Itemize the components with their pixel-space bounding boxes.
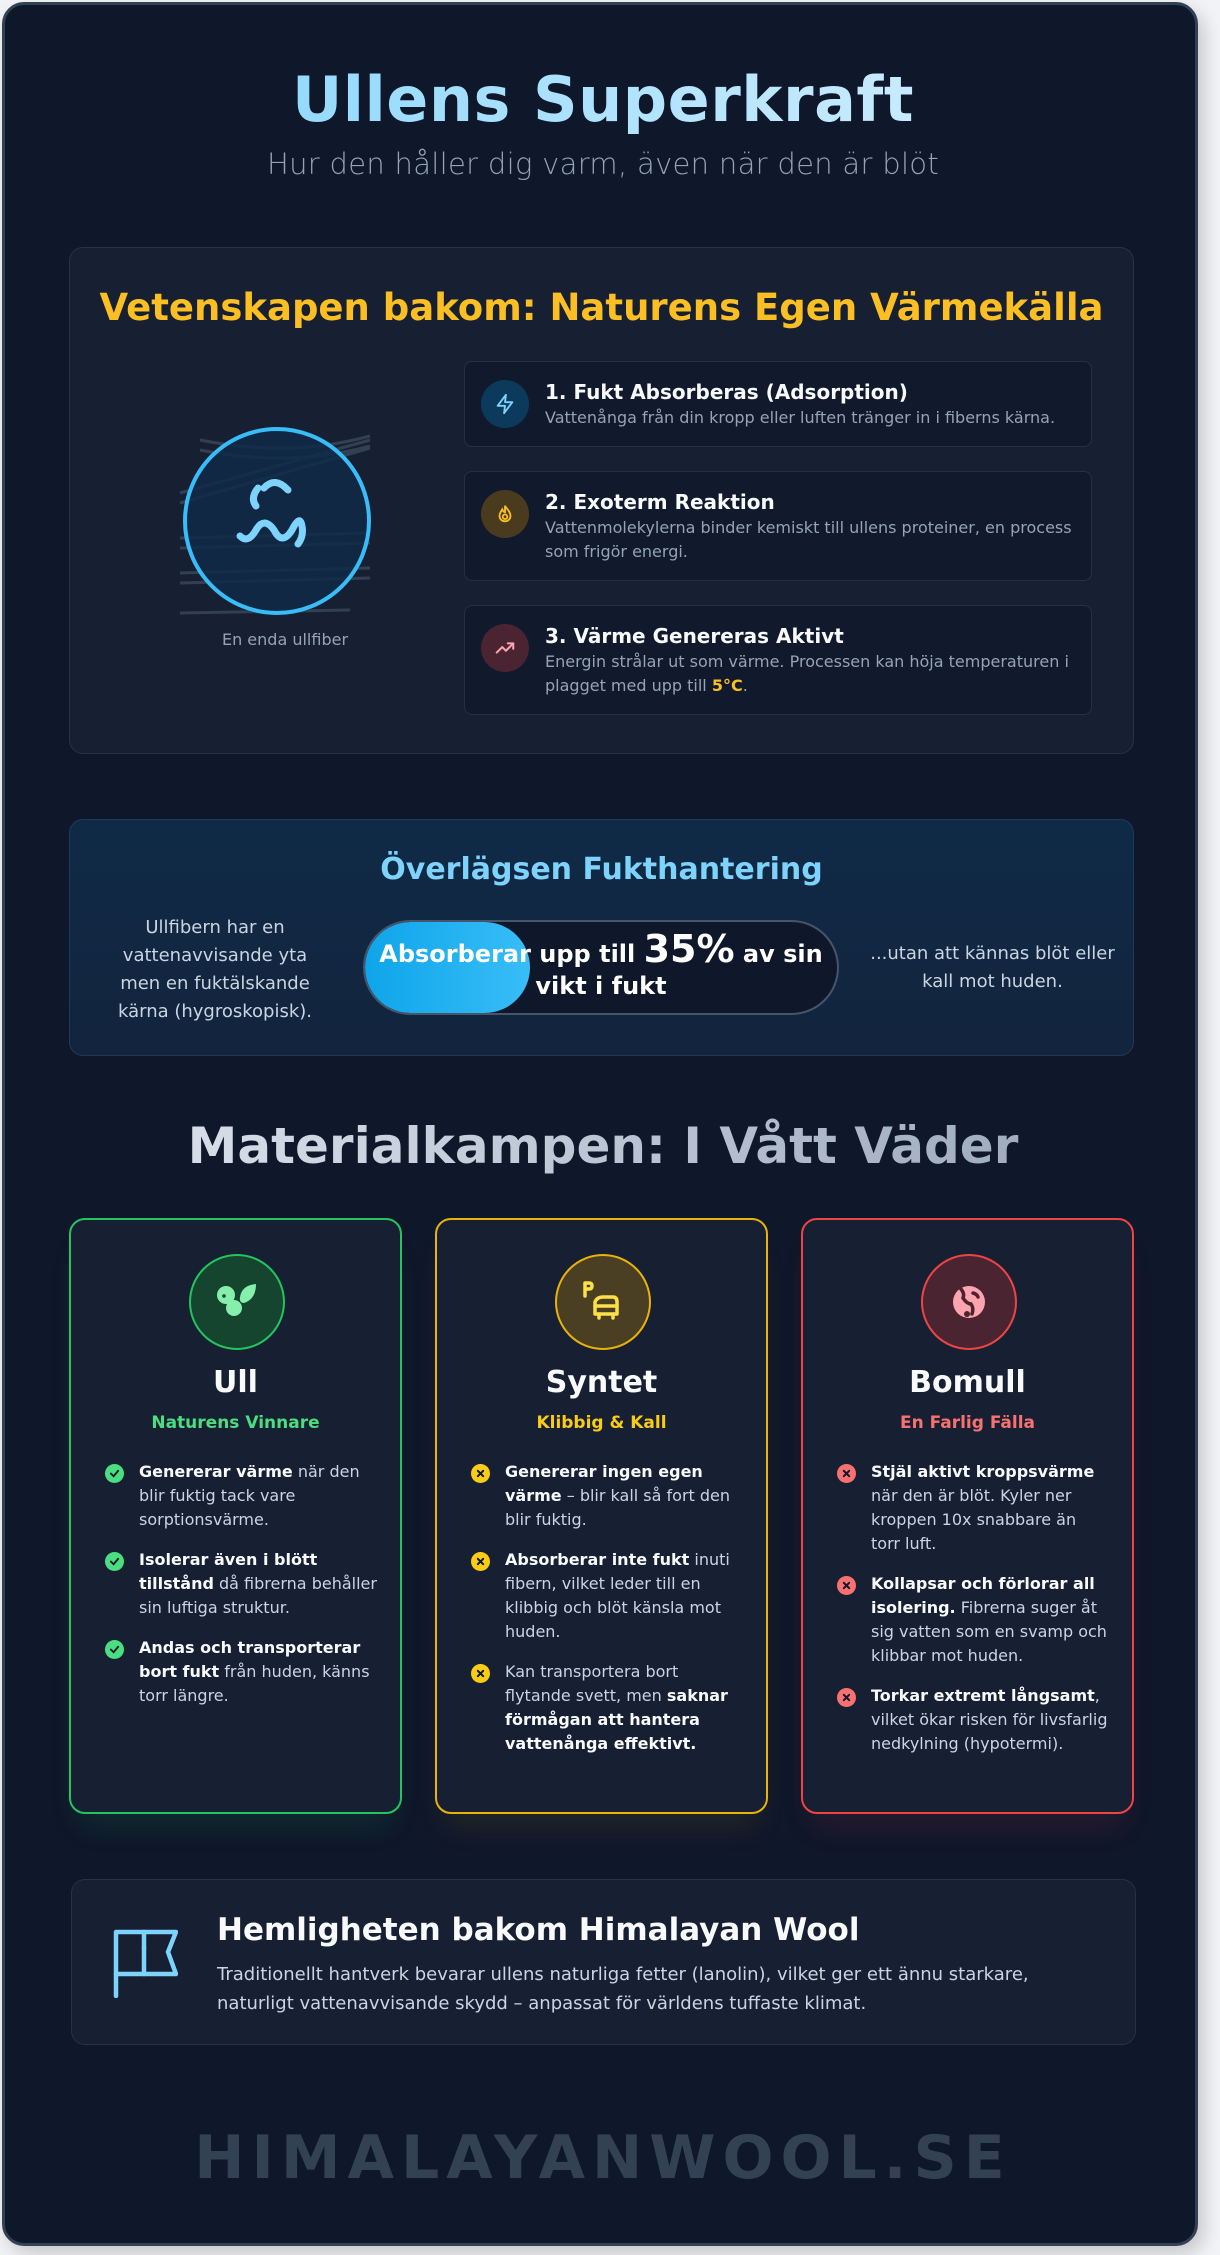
list-item <box>105 1636 378 1708</box>
page-title: Ullens Superkraft <box>5 63 1201 136</box>
pill-text-after: av sin vikt i fukt <box>535 940 823 1000</box>
material-name: Syntet <box>545 1365 658 1400</box>
list-item <box>105 1460 378 1532</box>
materials-heading: Materialkampen: I Vått Väder <box>5 1117 1201 1175</box>
material-card-wool <box>69 1218 402 1814</box>
x-icon <box>837 1576 856 1595</box>
item-bold: Absorberar inte fukt <box>505 1550 690 1569</box>
globe-icon <box>921 1254 1017 1350</box>
list-item <box>471 1548 744 1644</box>
step-description-end: . <box>742 676 748 695</box>
item-text: Kan transportera bort flytande svett, men <box>505 1662 679 1705</box>
step-heat-generation <box>464 605 1092 715</box>
secret-description: Traditionellt hantverk bevarar ullens naturliga fetter (lanolin), vilket ger ett ännu starkare, naturligt vattenavvisande skydd – anpassat för världens tuffaste klimat. <box>217 1964 1029 2014</box>
item-bold: saknar förmågan att hantera vattenånga effektivt. <box>505 1686 728 1753</box>
step-adsorption <box>464 361 1092 447</box>
check-icon <box>105 1552 124 1571</box>
item-text: inuti fibern, vilket leder till en klibbig och blöt känsla mot huden. <box>505 1550 730 1641</box>
flag-icon <box>110 1926 178 2002</box>
item-bold: Kollapsar och förlorar all isolering. <box>871 1574 1095 1617</box>
material-name: Ull <box>213 1365 258 1400</box>
list-item <box>471 1660 744 1756</box>
brand-footer: HIMALAYANWOOL.SE <box>194 2123 1012 2193</box>
flame-icon <box>481 490 529 538</box>
list-item <box>837 1460 1110 1556</box>
list-item <box>471 1460 744 1532</box>
temperature-highlight: 5°C <box>711 676 743 695</box>
trending-up-icon <box>481 624 529 672</box>
material-pros-list <box>105 1460 378 1724</box>
material-name: Bomull <box>909 1365 1026 1400</box>
item-text: Fibrerna suger åt sig vatten som en svamp och klibbar mot huden. <box>871 1598 1107 1665</box>
item-text: , vilket ökar risken för livsfarlig nedkylning (hypotermi). <box>871 1686 1108 1753</box>
absorption-percent: 35% <box>643 927 735 971</box>
moisture-right-text: ...utan att kännas blöt eller kall mot huden. <box>870 943 1115 992</box>
step-description: Vattenmolekylerna binder kemiskt till ullens proteiner, en process som frigör energi. <box>545 518 1072 561</box>
x-icon <box>471 1664 490 1683</box>
science-heading: Vetenskapen bakom: Naturens Egen Värmekälla <box>99 286 1104 329</box>
step-description <box>545 650 1077 698</box>
moisture-card <box>69 819 1134 1056</box>
material-card-synthetic <box>435 1218 768 1814</box>
material-tagline: En Farlig Fälla <box>899 1413 1036 1433</box>
himalayan-secret-card <box>71 1879 1136 2045</box>
material-card-cotton <box>801 1218 1134 1814</box>
moisture-left-text: Ullfibern har en vattenavvisande yta men en fuktälskande kärna (hygroskopisk). <box>117 917 313 1022</box>
step-exotherm <box>464 471 1092 581</box>
material-tagline: Naturens Vinnare <box>151 1413 320 1433</box>
absorption-pill <box>363 920 839 1015</box>
step-title: 2. Exoterm Reaktion <box>545 490 775 514</box>
list-item <box>837 1684 1110 1756</box>
item-bold: Isolerar även i blött tillstånd <box>139 1550 318 1593</box>
item-text: från huden, känns torr längre. <box>139 1662 370 1705</box>
step-title: 1. Fukt Absorberas (Adsorption) <box>545 380 908 404</box>
x-icon <box>471 1552 490 1571</box>
infographic-frame <box>2 2 1198 2246</box>
leaves-icon <box>189 1254 285 1350</box>
fiber-caption: En enda ullfiber <box>221 630 349 649</box>
moisture-heading: Överlägsen Fukthantering <box>380 852 823 887</box>
x-icon <box>471 1464 490 1483</box>
list-item <box>837 1572 1110 1668</box>
secret-title: Hemligheten bakom Himalayan Wool <box>217 1912 860 1948</box>
page-subtitle: Hur den håller dig varm, även när den är blöt <box>266 147 940 181</box>
x-icon <box>837 1688 856 1707</box>
lightning-icon <box>481 380 529 428</box>
item-bold: Torkar extremt långsamt <box>871 1686 1095 1705</box>
material-tagline: Klibbig & Kall <box>536 1413 667 1433</box>
item-text: när den blir fuktig tack vare sorptionsvärme. <box>139 1462 360 1529</box>
step-title: 3. Värme Genereras Aktivt <box>545 624 844 648</box>
material-cons-list <box>471 1460 744 1772</box>
item-bold: Genererar värme <box>139 1462 293 1481</box>
item-bold: Andas och transporterar bort fukt <box>139 1638 361 1681</box>
science-card <box>69 247 1134 754</box>
x-icon <box>837 1464 856 1483</box>
list-item <box>105 1548 378 1620</box>
car-parking-icon <box>555 1254 651 1350</box>
wool-fiber-illustration <box>170 418 400 618</box>
absorption-text <box>365 922 837 1013</box>
check-icon <box>105 1464 124 1483</box>
step-description: Vattenånga från din kropp eller luften tränger in i fiberns kärna. <box>545 408 1056 427</box>
pill-text-before: Absorberar upp till <box>379 940 644 968</box>
material-cons-list <box>837 1460 1110 1772</box>
item-text: när den är blöt. Kyler ner kroppen 10x snabbare än torr luft. <box>871 1486 1077 1553</box>
item-text: då fibrerna behåller sin luftiga struktur. <box>139 1574 377 1617</box>
item-bold: Genererar ingen egen värme <box>505 1462 703 1505</box>
item-bold: Stjäl aktivt kroppsvärme <box>871 1462 1095 1481</box>
step-description-text: Energin strålar ut som värme. Processen kan höja temperaturen i plagget med upp till <box>545 652 1069 695</box>
item-text: – blir kall så fort den blir fuktig. <box>505 1486 731 1529</box>
check-icon <box>105 1640 124 1659</box>
